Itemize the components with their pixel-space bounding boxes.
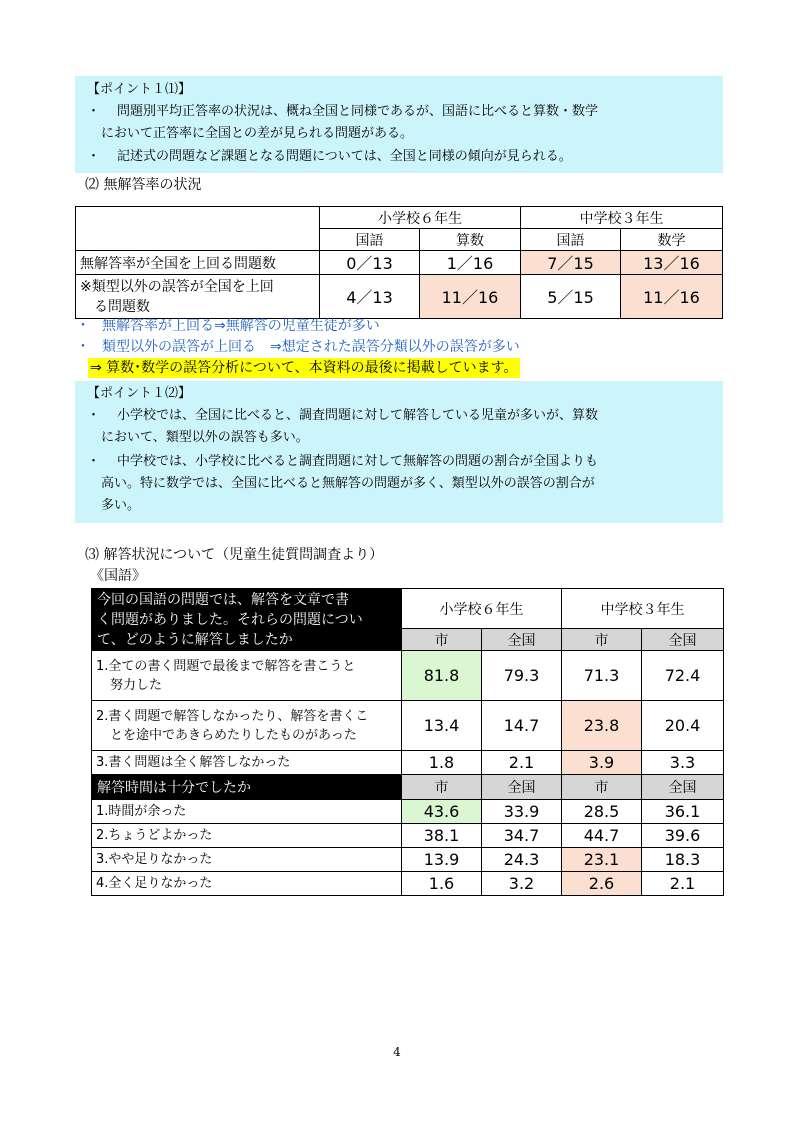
- value-cell: 38.1: [402, 824, 482, 848]
- point-title: 【ポイント１⑴】: [87, 82, 192, 97]
- value-cell: 24.3: [482, 848, 562, 872]
- header-junior-high: 中学校３年生: [562, 589, 724, 629]
- value-cell: 7／15: [521, 251, 621, 275]
- value-cell: 11／16: [621, 275, 723, 319]
- question-header: [92, 589, 402, 651]
- row-label: [76, 275, 320, 319]
- question-line: く問題がありました。それらの問題につい: [97, 611, 363, 628]
- table-row: [92, 701, 724, 751]
- header-junior-high: 中学校３年生: [521, 207, 723, 229]
- value-cell: 72.4: [642, 651, 724, 701]
- value-cell: 13／16: [621, 251, 723, 275]
- note-text: 無解答率が上回る⇒無解答の児童生徒が多い: [102, 318, 380, 334]
- note-bullet: ・: [76, 318, 90, 334]
- col-city: 市: [402, 775, 482, 800]
- value-cell: 11／16: [420, 275, 521, 319]
- value-cell: 1.6: [402, 872, 482, 896]
- value-cell: 13.4: [402, 701, 482, 751]
- highlight-note: ⇒ 算数･数学の誤答分析について、本資料の最後に掲載しています。: [90, 360, 518, 376]
- point-text: 記述式の問題など課題となる問題については、全国と同様の傾向が見られる。: [117, 149, 572, 164]
- value-cell: 79.3: [482, 651, 562, 701]
- value-cell: 43.6: [402, 800, 482, 824]
- note-text: 類型以外の誤答が上回る ⇒想定された誤答分類以外の誤答が多い: [102, 339, 520, 355]
- table-row: [76, 275, 723, 319]
- answer-label: [92, 651, 402, 701]
- point-box-2: [75, 381, 723, 523]
- answer-label: 3.書く問題は全く解答しなかった: [92, 751, 402, 775]
- answer-label: 1.時間が余った: [92, 800, 402, 824]
- col-city: 市: [562, 629, 642, 651]
- answer-line: 努力した: [110, 677, 163, 693]
- answer-line: 2.書く問題で解答しなかったり、解答を書くこ: [96, 708, 369, 724]
- table-row: [92, 751, 724, 775]
- col-nation: 全国: [482, 775, 562, 800]
- value-cell: 18.3: [642, 848, 724, 872]
- question-line: 今回の国語の問題では、解答を文章で書: [97, 591, 349, 608]
- value-cell: 13.9: [402, 848, 482, 872]
- value-cell: 36.1: [642, 800, 724, 824]
- value-cell: 0／13: [320, 251, 420, 275]
- row-label-line: ※類型以外の誤答が全国を上回: [80, 278, 274, 295]
- table-row: [92, 872, 724, 896]
- value-cell: 2.6: [562, 872, 642, 896]
- section-heading: ⑵ 無解答率の状況: [85, 177, 202, 193]
- value-cell: 23.8: [562, 701, 642, 751]
- table-row: [92, 824, 724, 848]
- value-cell: 5／15: [521, 275, 621, 319]
- value-cell: 14.7: [482, 701, 562, 751]
- col-nation: 全国: [642, 629, 724, 651]
- table-row: [92, 651, 724, 701]
- col-city: 市: [562, 775, 642, 800]
- value-cell: 2.1: [482, 751, 562, 775]
- point-text: において、類型以外の誤答も多い。: [101, 430, 309, 445]
- question-header: 解答時間は十分でしたか: [92, 775, 402, 800]
- answer-line: 1.全ての書く問題で最後まで解答を書こうと: [96, 658, 356, 674]
- table-row: [92, 848, 724, 872]
- section-subheading: 《国語》: [90, 568, 146, 584]
- value-cell: 3.2: [482, 872, 562, 896]
- point-text: 高い。特に数学では、全国に比べると無解答の問題が多く、類型以外の誤答の割合が: [101, 476, 595, 491]
- note-bullet: ・: [76, 339, 90, 355]
- value-cell: 20.4: [642, 701, 724, 751]
- bullet: ・: [87, 149, 101, 164]
- subject-header: 国語: [320, 229, 420, 251]
- row-label: 無解答率が全国を上回る問題数: [76, 251, 320, 275]
- value-cell: 39.6: [642, 824, 724, 848]
- bullet: ・: [87, 408, 101, 423]
- subject-header: 算数: [420, 229, 521, 251]
- point-text: 中学校では、小学校に比べると調査問題に対して無解答の問題の割合が全国よりも: [117, 454, 599, 469]
- value-cell: 71.3: [562, 651, 642, 701]
- point-text: 問題別平均正答率の状況は、概ね全国と同様であるが、国語に比べると算数・数学: [117, 104, 599, 119]
- answer-line: とを途中であきらめたりしたものがあった: [110, 727, 357, 743]
- row-label-line: る問題数: [94, 298, 150, 315]
- subject-header: 国語: [521, 229, 621, 251]
- value-cell: 28.5: [562, 800, 642, 824]
- value-cell: 34.7: [482, 824, 562, 848]
- survey-table: [91, 588, 724, 896]
- value-cell: 4／13: [320, 275, 420, 319]
- col-nation: 全国: [482, 629, 562, 651]
- point-box-1: [75, 76, 723, 173]
- section-heading: ⑶ 解答状況について（児童生徒質問調査より）: [85, 547, 384, 563]
- col-city: 市: [402, 629, 482, 651]
- value-cell: 3.3: [642, 751, 724, 775]
- question-line: て、どのように解答しましたか: [97, 631, 293, 648]
- table-row: [76, 251, 723, 275]
- page-number: 4: [393, 1045, 401, 1059]
- bullet: ・: [87, 104, 101, 119]
- answer-label: 3.やや足りなかった: [92, 848, 402, 872]
- point-text: 小学校では、全国に比べると、調査問題に対して解答している児童が多いが、算数: [117, 408, 599, 423]
- table-row: [92, 800, 724, 824]
- answer-label: [92, 701, 402, 751]
- point-text: において正答率に全国との差が見られる問題がある。: [101, 126, 414, 141]
- point-text: 多い。: [101, 498, 141, 513]
- value-cell: 2.1: [642, 872, 724, 896]
- value-cell: 3.9: [562, 751, 642, 775]
- value-cell: 81.8: [402, 651, 482, 701]
- answer-label: 2.ちょうどよかった: [92, 824, 402, 848]
- header-elementary: 小学校６年生: [402, 589, 562, 629]
- bullet: ・: [87, 454, 101, 469]
- value-cell: 23.1: [562, 848, 642, 872]
- answer-label: 4.全く足りなかった: [92, 872, 402, 896]
- header-elementary: 小学校６年生: [320, 207, 521, 229]
- point-title: 【ポイント１⑵】: [87, 386, 192, 401]
- col-nation: 全国: [642, 775, 724, 800]
- no-answer-table: [75, 206, 723, 319]
- value-cell: 44.7: [562, 824, 642, 848]
- value-cell: 1／16: [420, 251, 521, 275]
- subject-header: 数学: [621, 229, 723, 251]
- value-cell: 33.9: [482, 800, 562, 824]
- blank-cell: [76, 207, 320, 251]
- value-cell: 1.8: [402, 751, 482, 775]
